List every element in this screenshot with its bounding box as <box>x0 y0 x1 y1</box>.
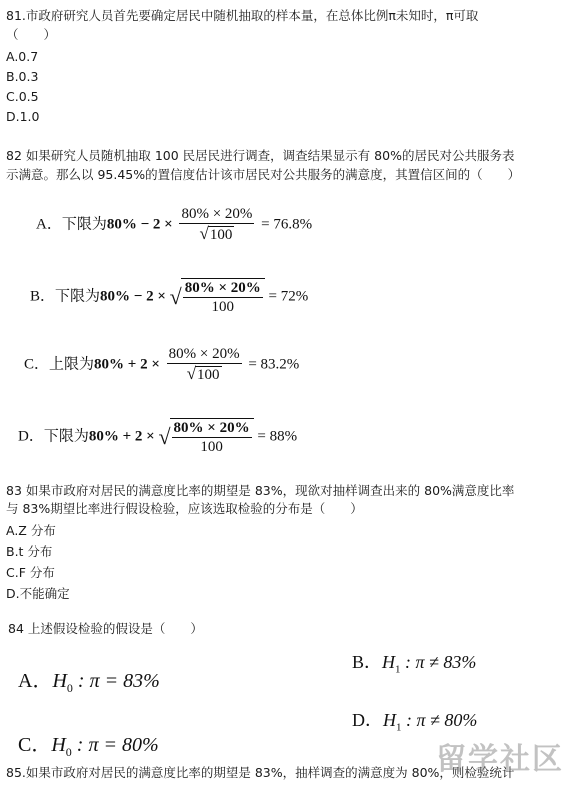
q84-a-rest: : π = 83% <box>72 670 160 692</box>
q82-b-result: = 72% <box>268 288 309 305</box>
q82-b-pre: 80% − 2 × <box>100 288 166 305</box>
q84-option-b <box>352 648 476 676</box>
watermark-logo: 留学社区 <box>436 742 564 777</box>
q82-c-result: = 83.2% <box>248 356 300 373</box>
sqrt-icon: √ <box>199 224 209 243</box>
q84-b-label: B． <box>352 652 383 672</box>
sqrt-icon: √ <box>169 284 182 309</box>
q82-d-label: D． <box>18 428 44 445</box>
q82-a-numerator: 80% × 20% <box>181 206 253 222</box>
q81-stem: 81.市政府研究人员首先要确定居民中随机抽取的样本量，在总体比例π未知时，π可取 <box>6 8 479 23</box>
q84-b-h: H <box>382 652 396 672</box>
q82-c-denominator: 100 <box>197 367 220 383</box>
q82-d-pre: 80% + 2 × <box>88 428 155 445</box>
q82-option-b <box>30 278 308 316</box>
q82-b-sqrt <box>170 278 265 316</box>
q82-a-word: 下限为 <box>61 216 107 233</box>
q82-c-label: C． <box>24 356 50 373</box>
q83-stem-line1: 83 如果市政府对居民的满意度比率的期望是 83%，现欲对抽样调查出来的 80%满意度比率 <box>6 483 515 498</box>
q84-b-rest: : π ≠ 83% <box>400 652 477 672</box>
q85-stem: 85.如果市政府对居民的满意度比率的期望是 83%，抽样调查的满意度为 80%，则检验统计 <box>6 765 515 780</box>
q82-c-numerator: 80% × 20% <box>168 346 240 362</box>
q82-a-pre: 80% − 2 × <box>106 216 173 233</box>
q84-option-a <box>18 664 160 696</box>
q82-d-denominator: 100 <box>200 438 223 455</box>
q84-d-sub: 1 <box>396 721 402 734</box>
q83-stem-line2: 与 83%期望比率进行假设检验，应该选取检验的分布是（ ） <box>6 501 363 516</box>
q82-d-word: 下限为 <box>43 428 89 445</box>
q82-b-label: B． <box>30 288 56 305</box>
q82-d-sqrt <box>158 418 253 456</box>
q82-c-word: 上限为 <box>49 356 95 373</box>
q84-c-h: H <box>51 734 66 756</box>
q82-option-c <box>24 346 299 384</box>
q81-option-c: C.0.5 <box>6 89 39 104</box>
q82-c-fraction <box>167 346 242 384</box>
sqrt-icon: √ <box>186 364 197 383</box>
q84-stem: 84 上述假设检验的假设是（ ） <box>8 621 203 636</box>
sqrt-icon: √ <box>158 424 171 449</box>
q84-a-h: H <box>52 670 67 692</box>
q83-option-a: A.Z 分布 <box>6 523 56 538</box>
q84-option-d <box>352 706 477 734</box>
q82-d-result: = 88% <box>257 428 298 445</box>
q84-c-rest: : π = 80% <box>71 734 159 756</box>
q84-b-sub: 1 <box>395 663 401 676</box>
q81-paren: （ ） <box>6 27 57 42</box>
q81-option-b: B.0.3 <box>6 69 39 84</box>
q82-b-numerator: 80% × 20% <box>184 279 261 296</box>
q84-c-sub: 0 <box>65 745 72 759</box>
q84-d-label: D． <box>352 710 383 730</box>
q84-option-c <box>18 728 159 760</box>
q84-d-rest: : π ≠ 80% <box>401 710 478 730</box>
q82-a-label: A． <box>36 216 62 233</box>
q83-option-c: C.F 分布 <box>6 565 55 580</box>
q82-stem-line1: 82 如果研究人员随机抽取 100 民居民进行调查，调查结果显示有 80%的居民对公共服务表 <box>6 148 515 163</box>
q82-option-a <box>36 206 312 244</box>
q82-d-numerator: 80% × 20% <box>173 419 250 436</box>
q82-b-denominator: 100 <box>211 298 234 315</box>
q82-a-fraction <box>179 206 254 244</box>
q83-option-b: B.t 分布 <box>6 544 53 559</box>
q82-a-result: = 76.8% <box>261 216 313 233</box>
q83-option-d: D.不能确定 <box>6 586 70 601</box>
q84-a-sub: 0 <box>66 681 73 695</box>
q82-a-denominator: 100 <box>209 227 233 243</box>
q82-option-d <box>18 418 297 456</box>
q82-b-word: 下限为 <box>55 288 101 305</box>
q81-option-d: D.1.0 <box>6 109 40 124</box>
q84-a-label: A． <box>18 670 53 692</box>
q81-option-a: A.0.7 <box>6 49 39 64</box>
q84-c-label: C． <box>18 734 52 756</box>
q82-c-pre: 80% + 2 × <box>94 356 160 373</box>
q82-stem-line2: 示满意。那么以 95.45%的置信度估计该市居民对公共服务的满意度，其置信区间的（ ） <box>6 167 521 182</box>
q84-d-h: H <box>383 710 396 730</box>
